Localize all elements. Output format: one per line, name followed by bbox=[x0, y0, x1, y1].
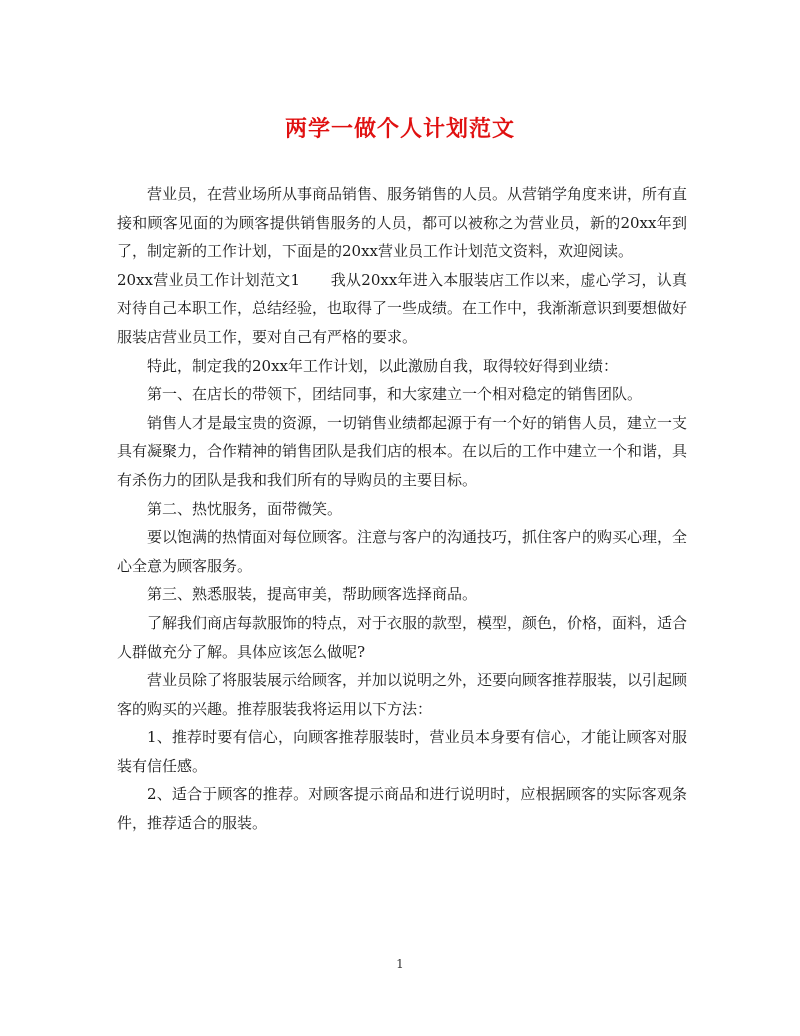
document-body bbox=[117, 180, 687, 838]
paragraph-intro: 营业员，在营业场所从事商品销售、服务销售的人员。从营销学角度来讲，所有直接和顾客见面的为顾客提供销售服务的人员，都可以被称之为营业员，新的20xx年到了，制定新的工作计划，下面是的20xx营业员工作计划范文资料，欢迎阅读。 bbox=[117, 185, 688, 261]
paragraph-point-1-body: 销售人才是最宝贵的资源，一切销售业绩都起源于有一个好的销售人员，建立一支具有凝聚力，合作精神的销售团队是我们店的根本。在以后的工作中建立一个和谐，具有杀伤力的团队是我和我们所有的导购员的主要目标。 bbox=[117, 413, 688, 489]
paragraph-recommend-intro: 营业员除了将服装展示给顾客，并加以说明之外，还要向顾客推荐服装，以引起顾客的购买的兴趣。推荐服装我将运用以下方法： bbox=[117, 671, 688, 718]
document-title: 两学一做个人计划范文 bbox=[284, 116, 515, 142]
paragraph-point-2-body: 要以饱满的热情面对每位顾客。注意与客户的沟通技巧，抓住客户的购买心理，全心全意为顾客服务。 bbox=[117, 528, 688, 575]
paragraph-point-3-heading: 第三、熟悉服装，提高审美，帮助顾客选择商品。 bbox=[147, 585, 478, 604]
paragraph-method-1: 1、推荐时要有信心，向顾客推荐服装时，营业员本身要有信心，才能让顾客对服装有信任感。 bbox=[117, 728, 687, 775]
paragraph-point-2-heading: 第二、热忱服务，面带微笑。 bbox=[147, 499, 343, 518]
paragraph-plan-sample-1: 20xx营业员工作计划范文1 我从20xx年进入本服装店工作以来，虚心学习，认真对待自己本职工作，总结经验，也取得了一些成绩。在工作中，我渐渐意识到要想做好服装店营业员工作，要对自己有严格的要求。 bbox=[117, 270, 688, 346]
paragraph-method-2: 2、适合于顾客的推荐。对顾客提示商品和进行说明时，应根据顾客的实际客观条件，推荐适合的服装。 bbox=[117, 785, 687, 833]
paragraph-goal: 特此，制定我的20xx年工作计划，以此激励自我，取得较好得到业绩： bbox=[147, 356, 619, 375]
paragraph-point-3-body: 了解我们商店每款服饰的特点，对于衣服的款型，模型，颜色，价格，面料，适合人群做充分了解。具体应该怎么做呢? bbox=[117, 613, 688, 661]
paragraph-point-1-heading: 第一、在店长的带领下，团结同事，和大家建立一个相对稳定的销售团队。 bbox=[147, 385, 643, 404]
page-number: 1 bbox=[396, 957, 404, 971]
